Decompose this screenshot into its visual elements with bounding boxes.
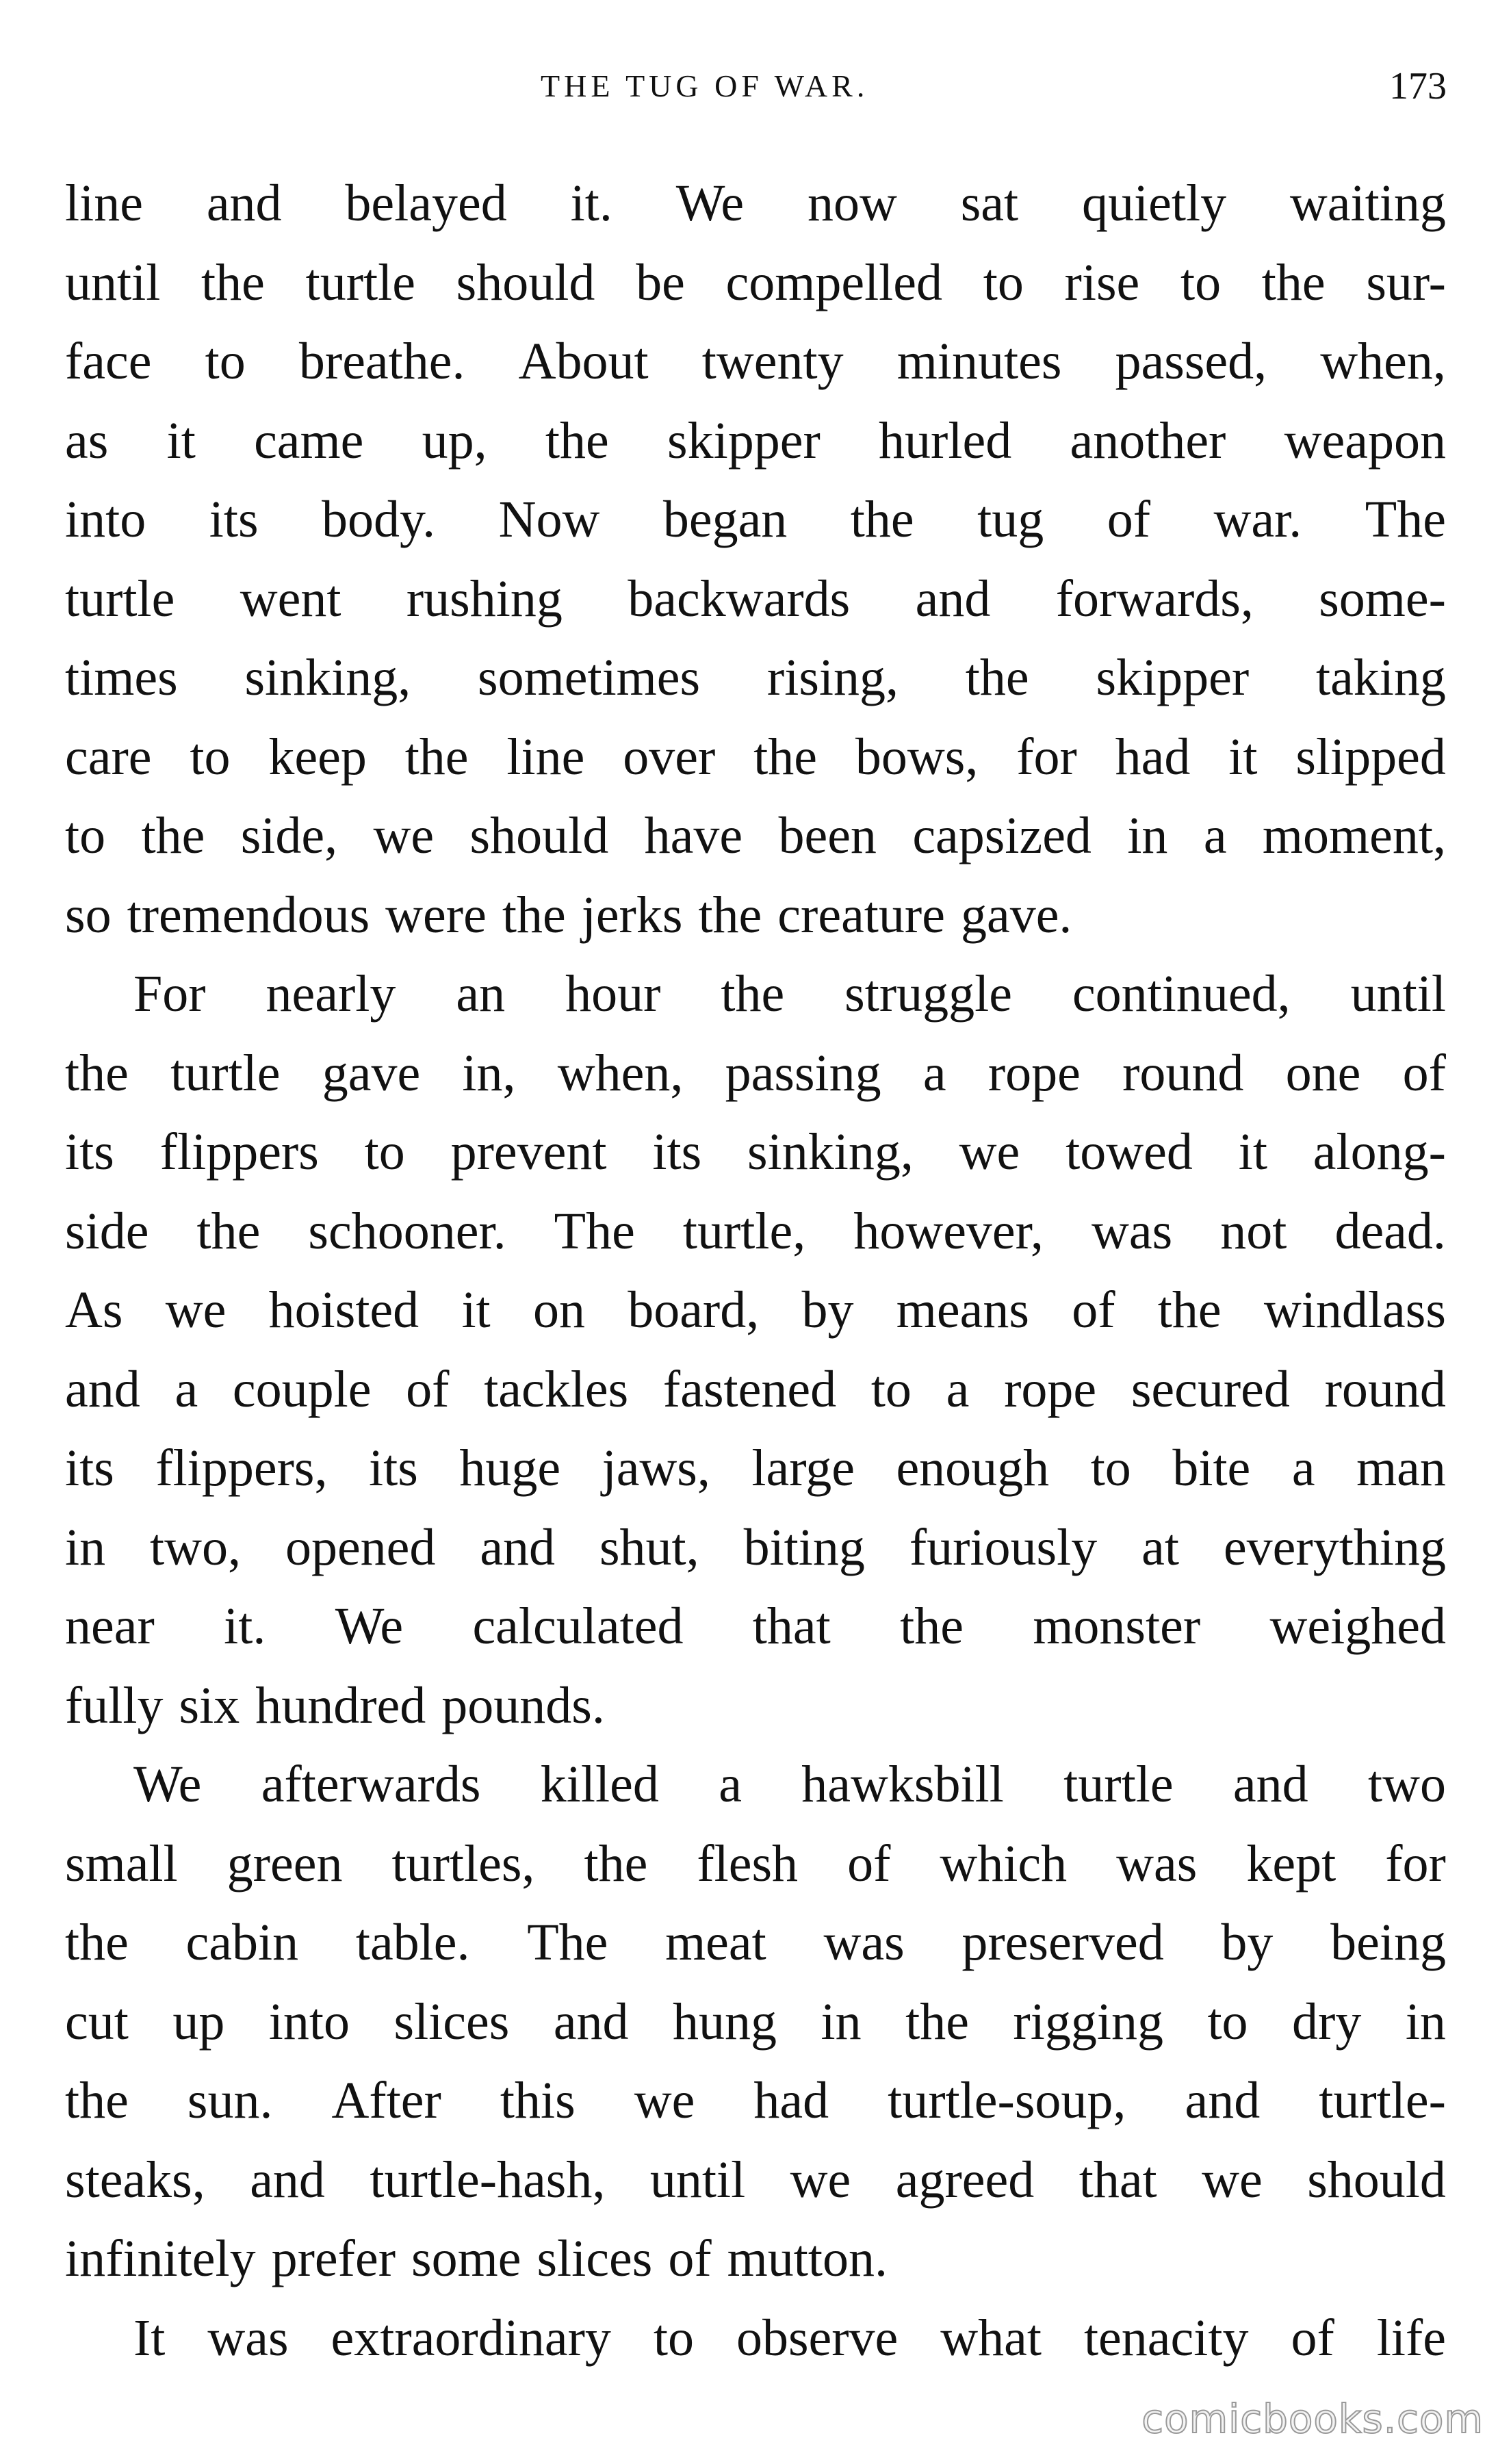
word: side,: [240, 807, 338, 864]
word: For: [133, 965, 206, 1023]
word: along-: [1313, 1123, 1446, 1181]
word: until: [65, 253, 161, 311]
word: belayed: [345, 175, 507, 232]
word: into: [268, 1992, 350, 2051]
word: hoisted: [268, 1281, 419, 1339]
word: mutton.: [727, 2230, 888, 2287]
text-line: [65, 402, 1446, 481]
word: its: [369, 1439, 418, 1497]
text-line: [65, 1667, 1446, 1746]
word: was: [1092, 1202, 1173, 1260]
word: this: [500, 2072, 576, 2129]
word: The: [1365, 491, 1446, 548]
word: We: [335, 1597, 404, 1655]
word: It: [133, 2309, 166, 2367]
word: it.: [570, 175, 612, 232]
word: the: [404, 728, 469, 786]
word: its: [65, 1123, 114, 1181]
word: began: [662, 491, 788, 548]
word: on: [532, 1281, 585, 1339]
word: war.: [1213, 491, 1302, 548]
word: agreed: [895, 2151, 1035, 2209]
word: it.: [224, 1597, 266, 1655]
word: and: [1232, 1756, 1308, 1813]
word: rope: [1004, 1360, 1097, 1418]
word: gave.: [960, 886, 1072, 944]
word: infinitely: [65, 2230, 256, 2287]
word: had: [1115, 728, 1191, 786]
word: backwards: [628, 569, 851, 628]
word: schooner.: [308, 1202, 506, 1260]
text-line: [65, 164, 1446, 244]
word: table.: [355, 1914, 470, 1971]
text-line: [65, 718, 1446, 797]
text-line: [65, 2062, 1446, 2141]
word: to: [653, 2309, 694, 2367]
word: it: [1238, 1123, 1267, 1181]
watermark: comicbooks.com: [1141, 2396, 1484, 2442]
word: face: [65, 333, 152, 390]
word: for: [1016, 728, 1077, 786]
word: over: [623, 728, 716, 786]
text-line: [65, 1745, 1446, 1825]
word: a: [922, 1044, 946, 1102]
word: the: [753, 728, 817, 786]
word: flippers: [159, 1123, 319, 1181]
word: side: [65, 1202, 149, 1260]
word: had: [753, 2072, 829, 2129]
word: killed: [540, 1756, 659, 1813]
word: when,: [557, 1044, 684, 1102]
word: struggle: [844, 965, 1012, 1023]
word: was: [207, 2309, 289, 2367]
word: the: [965, 649, 1029, 706]
word: to: [1180, 253, 1222, 311]
word: About: [518, 333, 649, 390]
word: now: [807, 175, 897, 232]
word: Now: [498, 491, 600, 548]
word: tackles: [484, 1360, 629, 1418]
word: turtle: [65, 569, 175, 628]
word: sur-: [1366, 253, 1446, 311]
word: of: [1291, 2309, 1334, 2367]
word: the: [850, 491, 914, 548]
word: furiously: [909, 1518, 1098, 1576]
text-line: [65, 1113, 1446, 1192]
word: rising,: [766, 649, 899, 706]
body-text: [65, 164, 1446, 2378]
word: and: [206, 175, 282, 232]
word: monster: [1033, 1597, 1201, 1655]
word: what: [940, 2309, 1042, 2367]
word: taking: [1315, 649, 1446, 706]
word: tremendous: [127, 886, 370, 944]
word: shut,: [599, 1518, 699, 1576]
word: and: [553, 1992, 629, 2051]
word: in,: [462, 1044, 516, 1102]
word: dead.: [1334, 1202, 1446, 1260]
word: the: [900, 1597, 964, 1655]
text-line: [65, 2220, 1446, 2299]
word: a: [1203, 807, 1227, 864]
word: the: [584, 1834, 648, 1892]
text-line: [65, 480, 1446, 560]
word: compelled: [725, 253, 943, 311]
word: have: [644, 807, 743, 864]
word: the: [1261, 253, 1326, 311]
word: tug: [977, 491, 1044, 548]
word: it: [166, 411, 196, 470]
word: another: [1070, 411, 1226, 470]
text-line: [65, 1271, 1446, 1350]
word: not: [1220, 1202, 1287, 1260]
word: steaks,: [65, 2151, 205, 2209]
word: As: [65, 1281, 123, 1339]
word: dry: [1292, 1992, 1362, 2051]
word: near: [65, 1597, 155, 1655]
word: line: [506, 728, 585, 786]
word: skipper: [667, 411, 821, 470]
word: was: [1116, 1834, 1198, 1892]
word: turtle-hash,: [370, 2151, 606, 2209]
word: times: [65, 649, 178, 706]
word: turtle: [170, 1044, 281, 1102]
word: six: [179, 1676, 240, 1734]
word: some-: [1319, 569, 1446, 628]
word: as: [65, 411, 109, 470]
running-head: [0, 59, 1511, 114]
word: of: [847, 1834, 891, 1892]
word: the: [196, 1202, 261, 1260]
word: nearly: [266, 965, 396, 1023]
word: couple: [232, 1360, 372, 1418]
word: prefer: [271, 2230, 396, 2287]
word: in: [1127, 807, 1168, 864]
word: that: [1079, 2151, 1157, 2209]
word: came: [254, 411, 364, 470]
word: however,: [853, 1202, 1044, 1260]
word: the: [698, 886, 762, 944]
word: turtle,: [682, 1202, 806, 1260]
word: huge: [459, 1439, 561, 1497]
word: a: [1291, 1439, 1315, 1497]
word: skipper: [1096, 649, 1250, 706]
word: up: [172, 1992, 225, 2051]
word: in: [821, 1992, 862, 2051]
word: line: [65, 175, 143, 232]
word: biting: [743, 1518, 865, 1576]
word: hawksbill: [801, 1756, 1004, 1813]
word: and: [1185, 2072, 1261, 2129]
word: extraordinary: [331, 2309, 611, 2367]
word: rigging: [1013, 1992, 1163, 2051]
word: passed,: [1115, 333, 1267, 390]
word: twenty: [701, 333, 844, 390]
word: minutes: [896, 333, 1062, 390]
word: of: [1072, 1281, 1115, 1339]
text-line: [65, 1192, 1446, 1272]
word: when,: [1320, 333, 1446, 390]
word: We: [675, 175, 745, 232]
word: cabin: [185, 1914, 299, 1971]
word: windlass: [1263, 1281, 1446, 1339]
word: into: [65, 491, 146, 548]
word: rise: [1064, 253, 1140, 311]
word: the: [502, 886, 566, 944]
text-line: [65, 955, 1446, 1034]
word: some: [411, 2230, 521, 2287]
word: means: [896, 1281, 1029, 1339]
word: and: [480, 1518, 556, 1576]
word: observe: [736, 2309, 899, 2367]
word: rope: [987, 1044, 1081, 1102]
word: to: [1090, 1439, 1131, 1497]
word: opened: [285, 1518, 436, 1576]
word: secured: [1131, 1360, 1290, 1418]
word: capsized: [912, 807, 1092, 864]
word: slices: [393, 1992, 510, 2051]
word: be: [636, 253, 685, 311]
word: to: [870, 1360, 912, 1418]
word: enough: [896, 1439, 1050, 1497]
word: flippers,: [155, 1439, 328, 1497]
word: bows,: [855, 728, 979, 786]
word: at: [1141, 1518, 1180, 1576]
text-line: [65, 1429, 1446, 1509]
word: sinking,: [244, 649, 411, 706]
word: weighed: [1269, 1597, 1446, 1655]
word: bite: [1172, 1439, 1251, 1497]
word: man: [1356, 1439, 1446, 1497]
word: care: [65, 728, 152, 786]
word: in: [65, 1518, 106, 1576]
word: one: [1285, 1044, 1361, 1102]
word: large: [751, 1439, 855, 1497]
word: to: [205, 333, 246, 390]
word: quietly: [1081, 175, 1227, 232]
word: been: [778, 807, 877, 864]
word: After: [331, 2072, 441, 2129]
word: to: [1207, 1992, 1248, 2051]
word: should: [469, 807, 609, 864]
word: We: [133, 1756, 202, 1813]
word: everything: [1223, 1518, 1446, 1576]
word: the: [721, 965, 785, 1023]
word: being: [1330, 1914, 1446, 1971]
text-line: [65, 797, 1446, 876]
word: in: [1405, 1992, 1446, 2051]
word: flesh: [697, 1834, 799, 1892]
word: meat: [665, 1914, 766, 1971]
text-line: [65, 560, 1446, 639]
text-line: [65, 876, 1446, 955]
running-title: THE TUG OF WAR.: [541, 68, 869, 103]
word: a: [946, 1360, 970, 1418]
word: and: [915, 569, 991, 628]
word: turtle-soup,: [888, 2072, 1126, 2129]
word: we: [790, 2151, 851, 2209]
word: and: [250, 2151, 325, 2209]
text-line: [65, 244, 1446, 323]
word: hung: [673, 1992, 777, 2051]
word: the: [65, 2072, 129, 2129]
word: hurled: [879, 411, 1012, 470]
word: slipped: [1295, 728, 1446, 786]
word: by: [801, 1281, 854, 1339]
word: of: [668, 2230, 712, 2287]
page-number: 173: [1389, 65, 1447, 107]
word: breathe.: [298, 333, 465, 390]
word: the: [201, 253, 265, 311]
word: two: [1367, 1756, 1446, 1813]
word: its: [65, 1439, 114, 1497]
word: towed: [1066, 1123, 1193, 1181]
word: it: [461, 1281, 491, 1339]
word: we: [373, 807, 435, 864]
word: its: [209, 491, 259, 548]
word: small: [65, 1834, 178, 1892]
word: creature: [777, 886, 945, 944]
word: round: [1324, 1360, 1446, 1418]
word: waiting: [1289, 175, 1446, 232]
text-line: [65, 322, 1446, 402]
word: the: [65, 1044, 129, 1102]
word: a: [719, 1756, 742, 1813]
word: moment,: [1262, 807, 1446, 864]
word: gave: [322, 1044, 421, 1102]
word: green: [227, 1834, 343, 1892]
word: cut: [65, 1992, 129, 2051]
text-line: [65, 2141, 1446, 2220]
word: slices: [537, 2230, 653, 2287]
word: forwards,: [1055, 569, 1254, 628]
word: turtle: [1063, 1756, 1174, 1813]
word: which: [940, 1834, 1068, 1892]
word: sun.: [187, 2072, 273, 2129]
word: so: [65, 886, 112, 944]
word: The: [527, 1914, 608, 1971]
word: pounds.: [441, 1676, 605, 1734]
word: up,: [422, 411, 487, 470]
text-line: [65, 1903, 1446, 1983]
word: sat: [960, 175, 1019, 232]
word: its: [652, 1123, 702, 1181]
word: for: [1385, 1834, 1446, 1892]
word: calculated: [472, 1597, 684, 1655]
word: two,: [150, 1518, 242, 1576]
text-line: [65, 1825, 1446, 1904]
word: we: [1202, 2151, 1263, 2209]
word: weapon: [1284, 411, 1446, 470]
word: of: [1402, 1044, 1446, 1102]
word: should: [456, 253, 595, 311]
word: the: [141, 807, 205, 864]
word: a: [175, 1360, 198, 1418]
word: were: [385, 886, 487, 944]
word: tenacity: [1083, 2309, 1249, 2367]
text-line: [65, 1509, 1446, 1588]
word: board,: [628, 1281, 760, 1339]
word: the: [905, 1992, 969, 2051]
word: passing: [725, 1044, 881, 1102]
word: we: [634, 2072, 695, 2129]
word: was: [823, 1914, 905, 1971]
word: continued,: [1072, 965, 1291, 1023]
word: an: [456, 965, 506, 1023]
word: jaws,: [602, 1439, 710, 1497]
text-line: [65, 1350, 1446, 1430]
word: we: [959, 1123, 1020, 1181]
word: went: [240, 569, 341, 628]
word: keep: [268, 728, 367, 786]
word: jerks: [581, 886, 683, 944]
word: kept: [1246, 1834, 1336, 1892]
word: of: [1107, 491, 1151, 548]
word: and: [65, 1360, 140, 1418]
word: to: [65, 807, 106, 864]
word: hundred: [255, 1676, 426, 1734]
word: sometimes: [478, 649, 701, 706]
word: of: [406, 1360, 450, 1418]
word: by: [1221, 1914, 1274, 1971]
text-line: [65, 1034, 1446, 1114]
word: the: [1157, 1281, 1222, 1339]
word: the: [545, 411, 609, 470]
text-line: [65, 1587, 1446, 1667]
word: body.: [322, 491, 436, 548]
word: The: [554, 1202, 635, 1260]
text-line: [65, 639, 1446, 718]
word: that: [752, 1597, 831, 1655]
word: sinking,: [747, 1123, 914, 1181]
word: fully: [65, 1676, 164, 1734]
word: to: [983, 253, 1024, 311]
word: round: [1122, 1044, 1244, 1102]
word: preserved: [961, 1914, 1164, 1971]
word: prevent: [450, 1123, 607, 1181]
word: hour: [565, 965, 661, 1023]
word: we: [165, 1281, 227, 1339]
word: until: [1350, 965, 1446, 1023]
word: afterwards: [261, 1756, 481, 1813]
word: rushing: [406, 569, 563, 628]
word: turtle: [305, 253, 415, 311]
word: until: [649, 2151, 746, 2209]
word: to: [364, 1123, 405, 1181]
word: should: [1307, 2151, 1446, 2209]
word: fastened: [662, 1360, 837, 1418]
word: turtle-: [1319, 2072, 1446, 2129]
word: life: [1376, 2309, 1446, 2367]
word: the: [65, 1914, 129, 1971]
text-line: [65, 1983, 1446, 2062]
word: turtles,: [391, 1834, 535, 1892]
word: to: [190, 728, 231, 786]
text-line: [65, 2299, 1446, 2378]
word: it: [1228, 728, 1258, 786]
